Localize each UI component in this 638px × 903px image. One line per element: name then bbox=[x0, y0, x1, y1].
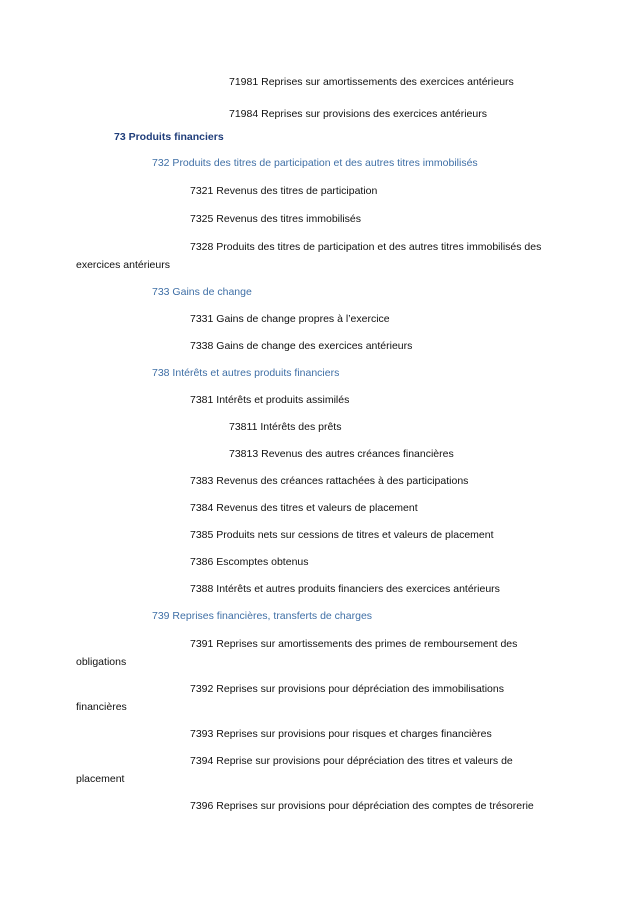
account-7391-continued: obligations bbox=[76, 656, 127, 668]
account-7393: 7393 Reprises sur provisions pour risques et charges financières bbox=[190, 728, 492, 740]
account-7321: 7321 Revenus des titres de participation bbox=[190, 185, 378, 197]
account-7394-continued: placement bbox=[76, 773, 125, 785]
account-733-heading: 733 Gains de change bbox=[152, 286, 252, 298]
account-7381: 7381 Intérêts et produits assimilés bbox=[190, 394, 350, 406]
account-73811: 73811 Intérêts des prêts bbox=[229, 421, 342, 433]
account-7392: 7392 Reprises sur provisions pour dépréciation des immobilisations bbox=[190, 683, 504, 695]
account-7386: 7386 Escomptes obtenus bbox=[190, 556, 309, 568]
account-738-heading: 738 Intérêts et autres produits financiers bbox=[152, 367, 340, 379]
account-732-heading: 732 Produits des titres de participation et des autres titres immobilisés bbox=[152, 157, 478, 169]
account-73-heading: 73 Produits financiers bbox=[114, 131, 224, 143]
account-7328-continued: exercices antérieurs bbox=[76, 259, 170, 271]
account-71981: 71981 Reprises sur amortissements des exercices antérieurs bbox=[229, 76, 514, 88]
account-7338: 7338 Gains de change des exercices antérieurs bbox=[190, 340, 413, 352]
account-7392-continued: financières bbox=[76, 701, 127, 713]
account-7325: 7325 Revenus des titres immobilisés bbox=[190, 213, 361, 225]
account-7384: 7384 Revenus des titres et valeurs de placement bbox=[190, 502, 418, 514]
account-7394: 7394 Reprise sur provisions pour dépréciation des titres et valeurs de bbox=[190, 755, 513, 767]
account-7331: 7331 Gains de change propres à l’exercice bbox=[190, 313, 390, 325]
account-7388: 7388 Intérêts et autres produits financiers des exercices antérieurs bbox=[190, 583, 500, 595]
account-7396: 7396 Reprises sur provisions pour dépréciation des comptes de trésorerie bbox=[190, 800, 534, 812]
account-739-heading: 739 Reprises financières, transferts de charges bbox=[152, 610, 373, 622]
account-71984: 71984 Reprises sur provisions des exercices antérieurs bbox=[229, 108, 487, 120]
account-7385: 7385 Produits nets sur cessions de titres et valeurs de placement bbox=[190, 529, 494, 541]
account-7391: 7391 Reprises sur amortissements des primes de remboursement des bbox=[190, 638, 518, 650]
account-73813: 73813 Revenus des autres créances financières bbox=[229, 448, 454, 460]
account-7383: 7383 Revenus des créances rattachées à des participations bbox=[190, 475, 469, 487]
account-7328: 7328 Produits des titres de participation et des autres titres immobilisés des bbox=[190, 241, 542, 253]
